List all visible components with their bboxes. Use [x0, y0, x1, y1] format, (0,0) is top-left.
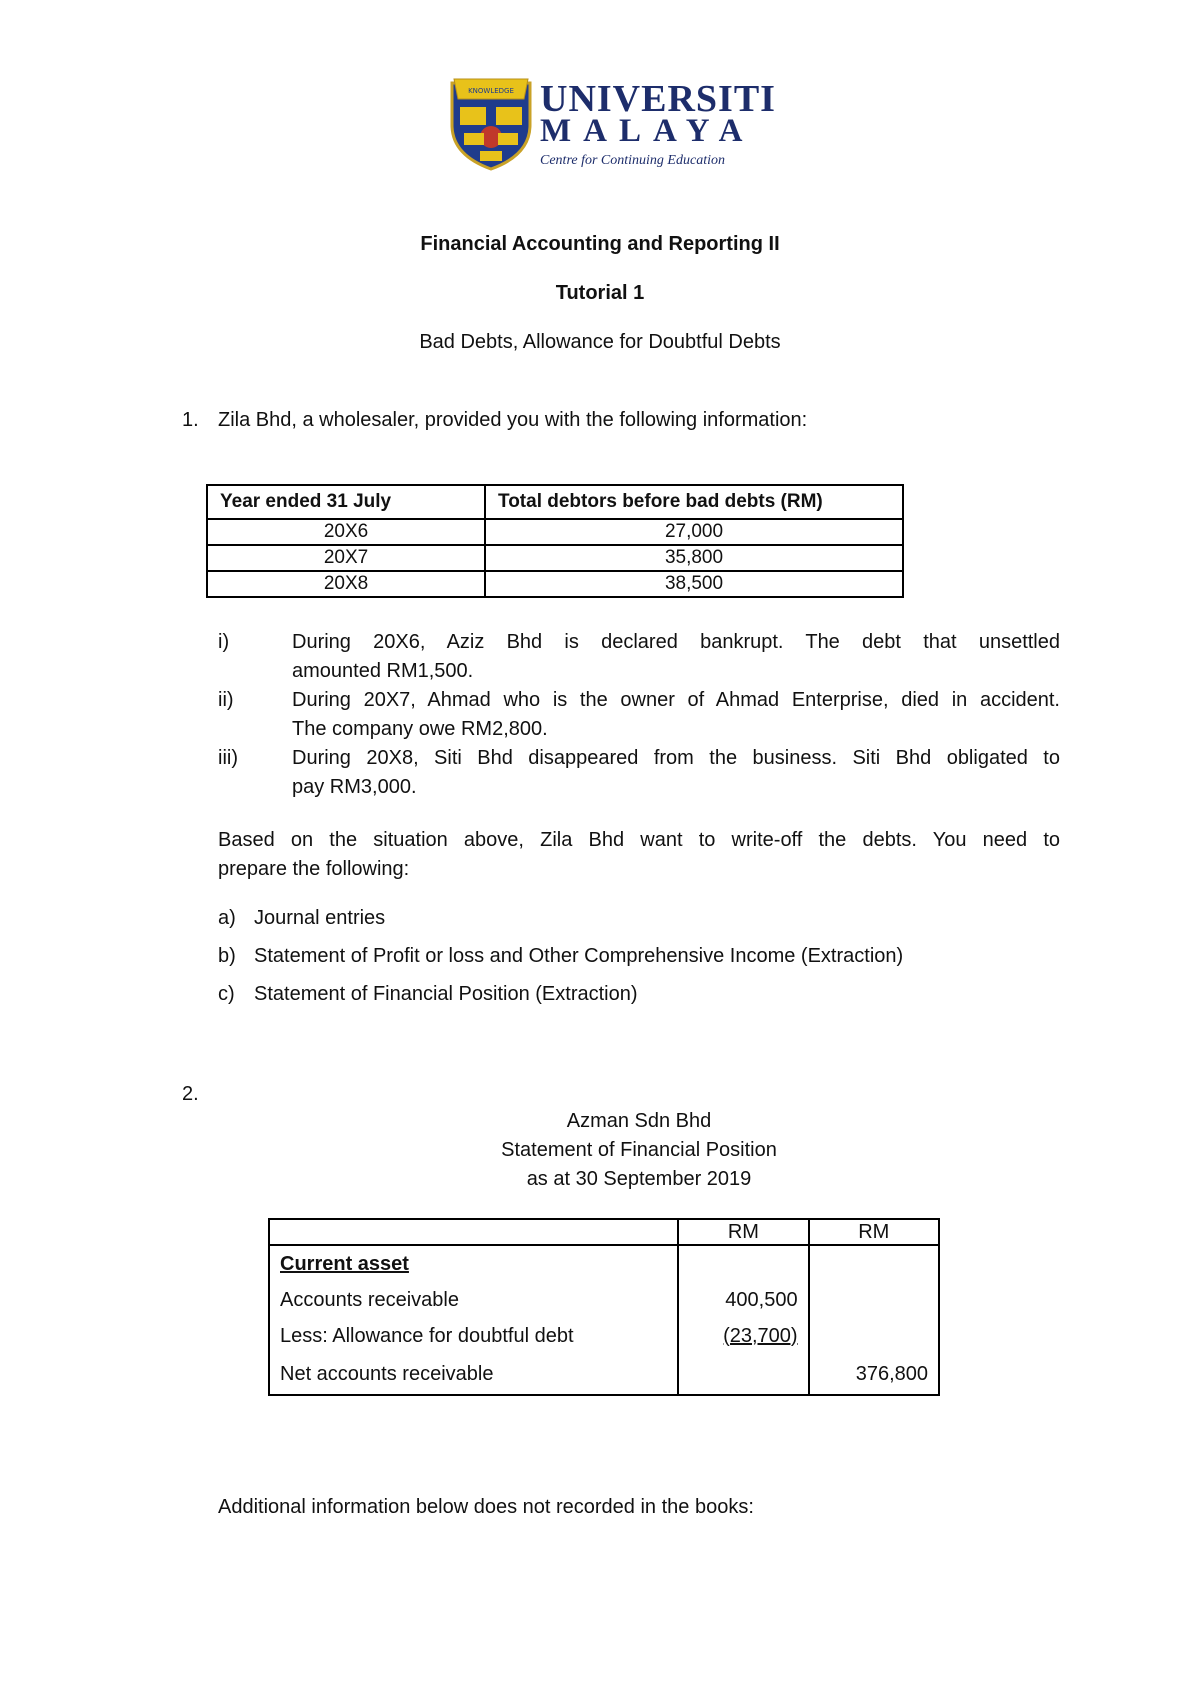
row-label: Net accounts receivable [269, 1354, 678, 1395]
q1-based-line1: Based on the situation above, Zila Bhd want to write-off the debts. You need to [218, 829, 1060, 851]
document-subtitle: Bad Debts, Allowance for Doubtful Debts [419, 331, 781, 353]
table-row [207, 519, 903, 545]
table-cell: 20X7 [207, 545, 485, 571]
list-item-number: i) [218, 631, 230, 653]
debtors-table-header-total: Total debtors before bad debts (RM) [485, 485, 903, 519]
q1-based-line2: prepare the following: [218, 858, 410, 880]
table-row [269, 1354, 939, 1395]
table-cell: 35,800 [485, 545, 903, 571]
q2-company-name: Azman Sdn Bhd [566, 1110, 712, 1132]
tutorial-number: Tutorial 1 [555, 282, 645, 304]
table-row [269, 1245, 939, 1282]
table-row [269, 1282, 939, 1318]
q1-number: 1. [182, 409, 199, 431]
list-item-number: iii) [218, 747, 238, 769]
crest-icon [450, 75, 532, 171]
logo-title-line1: UNIVERSITI [540, 78, 776, 120]
list-item-text: During 20X6, Aziz Bhd is declared bankrupt. The debt that unsettled [292, 631, 1060, 653]
task-item-num: c) [218, 983, 235, 1005]
list-item-text: The company owe RM2,800. [292, 718, 548, 740]
table-header-rm-1: RM [678, 1219, 808, 1245]
table-header-blank [269, 1219, 678, 1245]
row-value [809, 1318, 939, 1354]
list-item-text: amounted RM1,500. [292, 660, 474, 682]
table-cell: 27,000 [485, 519, 903, 545]
task-item-num: a) [218, 907, 236, 929]
row-value: (23,700) [723, 1324, 798, 1347]
row-value: 400,500 [678, 1282, 808, 1318]
section-heading-current-asset: Current asset [280, 1252, 409, 1275]
table-row [207, 571, 903, 597]
university-logo [450, 75, 776, 175]
q2-additional-info: Additional information below does not recorded in the books: [218, 1496, 754, 1518]
task-item-text: Statement of Financial Position (Extraction) [254, 983, 638, 1005]
financial-position-table [268, 1218, 940, 1396]
crest-banner-text: KNOWLEDGE [468, 87, 514, 95]
table-cell: 20X8 [207, 571, 485, 597]
list-item-text: During 20X7, Ahmad who is the owner of Ahmad Enterprise, died in accident. [292, 689, 1060, 711]
logo-tagline: Centre for Continuing Education [540, 153, 725, 168]
row-value [678, 1354, 808, 1395]
task-item-text: Journal entries [254, 907, 386, 929]
row-label: Accounts receivable [269, 1282, 678, 1318]
row-value [809, 1282, 939, 1318]
task-item-num: b) [218, 945, 236, 967]
q1-intro: Zila Bhd, a wholesaler, provided you with the following information: [218, 409, 808, 431]
table-row [269, 1318, 939, 1354]
logo-title-line2: MALAYA [540, 113, 755, 149]
q2-statement-date: as at 30 September 2019 [526, 1168, 752, 1190]
table-header-rm-2: RM [809, 1219, 939, 1245]
table-cell: 38,500 [485, 571, 903, 597]
debtors-table [206, 484, 904, 598]
list-item-text: During 20X8, Siti Bhd disappeared from the business. Siti Bhd obligated to [292, 747, 1060, 769]
document-title: Financial Accounting and Reporting II [420, 233, 780, 255]
q2-statement-title: Statement of Financial Position [501, 1139, 777, 1161]
debtors-table-header-year: Year ended 31 July [207, 485, 485, 519]
table-row [207, 545, 903, 571]
task-item-text: Statement of Profit or loss and Other Comprehensive Income (Extraction) [254, 945, 904, 967]
list-item-text: pay RM3,000. [292, 776, 417, 798]
table-cell: 20X6 [207, 519, 485, 545]
q1-situation-list [218, 628, 1058, 802]
row-value: 376,800 [809, 1354, 939, 1395]
q2-number: 2. [182, 1083, 199, 1105]
list-item-number: ii) [218, 689, 234, 711]
row-label: Less: Allowance for doubtful debt [269, 1318, 678, 1354]
